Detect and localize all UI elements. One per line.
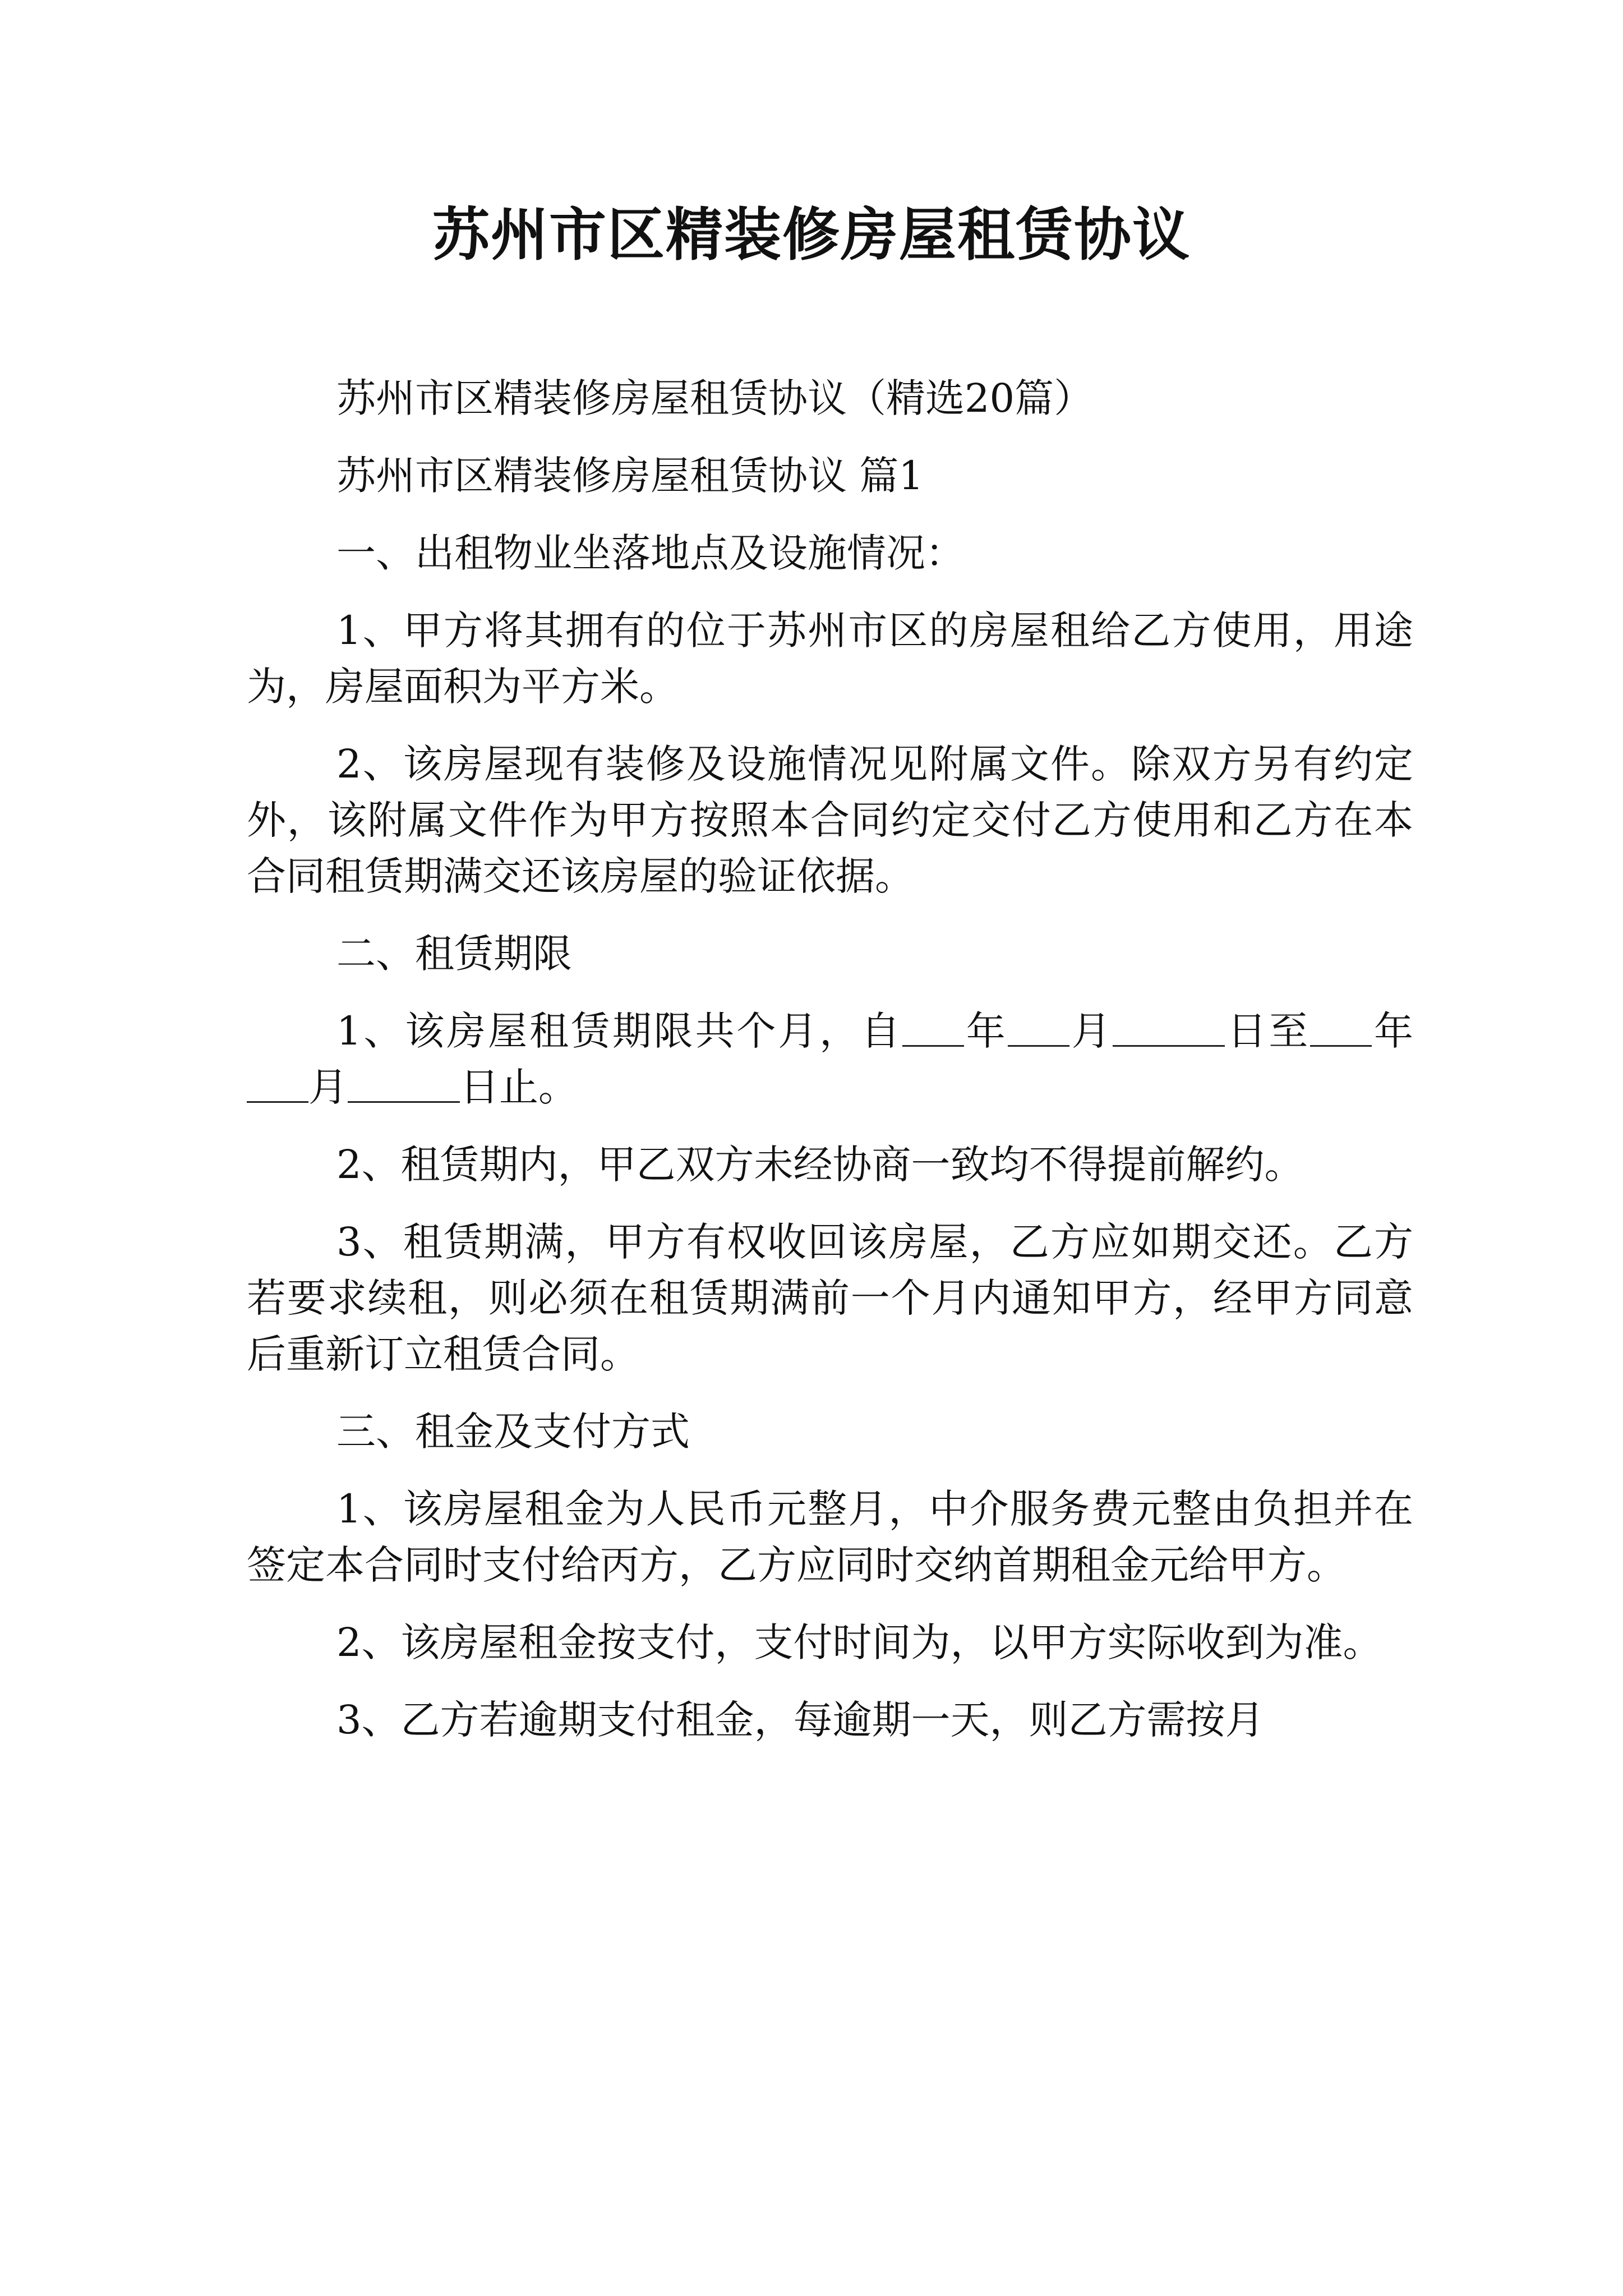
document-body: [247, 370, 1413, 1769]
paragraph-heading-2: 二、租赁期限: [336, 931, 572, 977]
lease-term-text-e: 年: [1372, 1008, 1414, 1054]
paragraph-item-1-1: 1、甲方将其拥有的位于苏州市区的房屋租给乙方使用，用途为，房屋面积为平方米。: [247, 608, 1413, 710]
paragraph-item-2-1: [247, 1003, 1413, 1137]
paragraph-item-2-3: 3、租赁期满，甲方有权收回该房屋，乙方应如期交还。乙方若要求续租，则必须在租赁期满前一个月内通知甲方，经甲方同意后重新订立租赁合同。: [247, 1219, 1413, 1377]
paragraph-section-heading: 苏州市区精装修房屋租赁协议 篇1: [336, 453, 924, 499]
blank-year-end-part: [1310, 1010, 1372, 1047]
lease-term-text-f: 月: [308, 1064, 348, 1110]
blank-year-start: [902, 1010, 964, 1047]
blank-day-start: [1113, 1010, 1225, 1047]
paragraph-item-3-2: 2、该房屋租金按支付，支付时间为，以甲方实际收到为准。: [336, 1619, 1382, 1665]
blank-month-start: [1008, 1010, 1069, 1047]
document-title: 苏州市区精装修房屋租赁协议: [432, 202, 1191, 269]
lease-term-text-g: 日止。: [460, 1064, 578, 1110]
lease-term-text-a: 1、该房屋租赁期限共个月，自: [336, 1008, 902, 1054]
lease-term-text-c: 月: [1069, 1008, 1113, 1054]
paragraph-heading-1: 一、出租物业坐落地点及设施情况：: [336, 530, 965, 576]
blank-day-end: [348, 1066, 460, 1103]
lease-term-text-d: 日至: [1225, 1008, 1311, 1054]
paragraph-heading-3: 三、租金及支付方式: [336, 1409, 690, 1455]
lease-term-text-b: 年: [963, 1008, 1008, 1054]
paragraph-item-1-2: 2、该房屋现有装修及设施情况见附属文件。除双方另有约定外，该附属文件作为甲方按照本合同约定交付乙方使用和乙方在本合同租赁期满交还该房屋的验证依据。: [247, 741, 1413, 899]
paragraph-item-2-2: 2、租赁期内，甲乙双方未经协商一致均不得提前解约。: [336, 1142, 1304, 1188]
paragraph-item-3-3: 3、乙方若逾期支付租金，每逾期一天，则乙方需按月: [336, 1697, 1265, 1743]
blank-month-end: [247, 1066, 308, 1103]
paragraph-item-3-1: 1、该房屋租金为人民币元整月，中介服务费元整由负担并在签定本合同时支付给丙方，乙方应同时交纳首期租金元给甲方。: [247, 1486, 1413, 1588]
paragraph-subtitle: 苏州市区精装修房屋租赁协议（精选20篇）: [336, 375, 1094, 421]
